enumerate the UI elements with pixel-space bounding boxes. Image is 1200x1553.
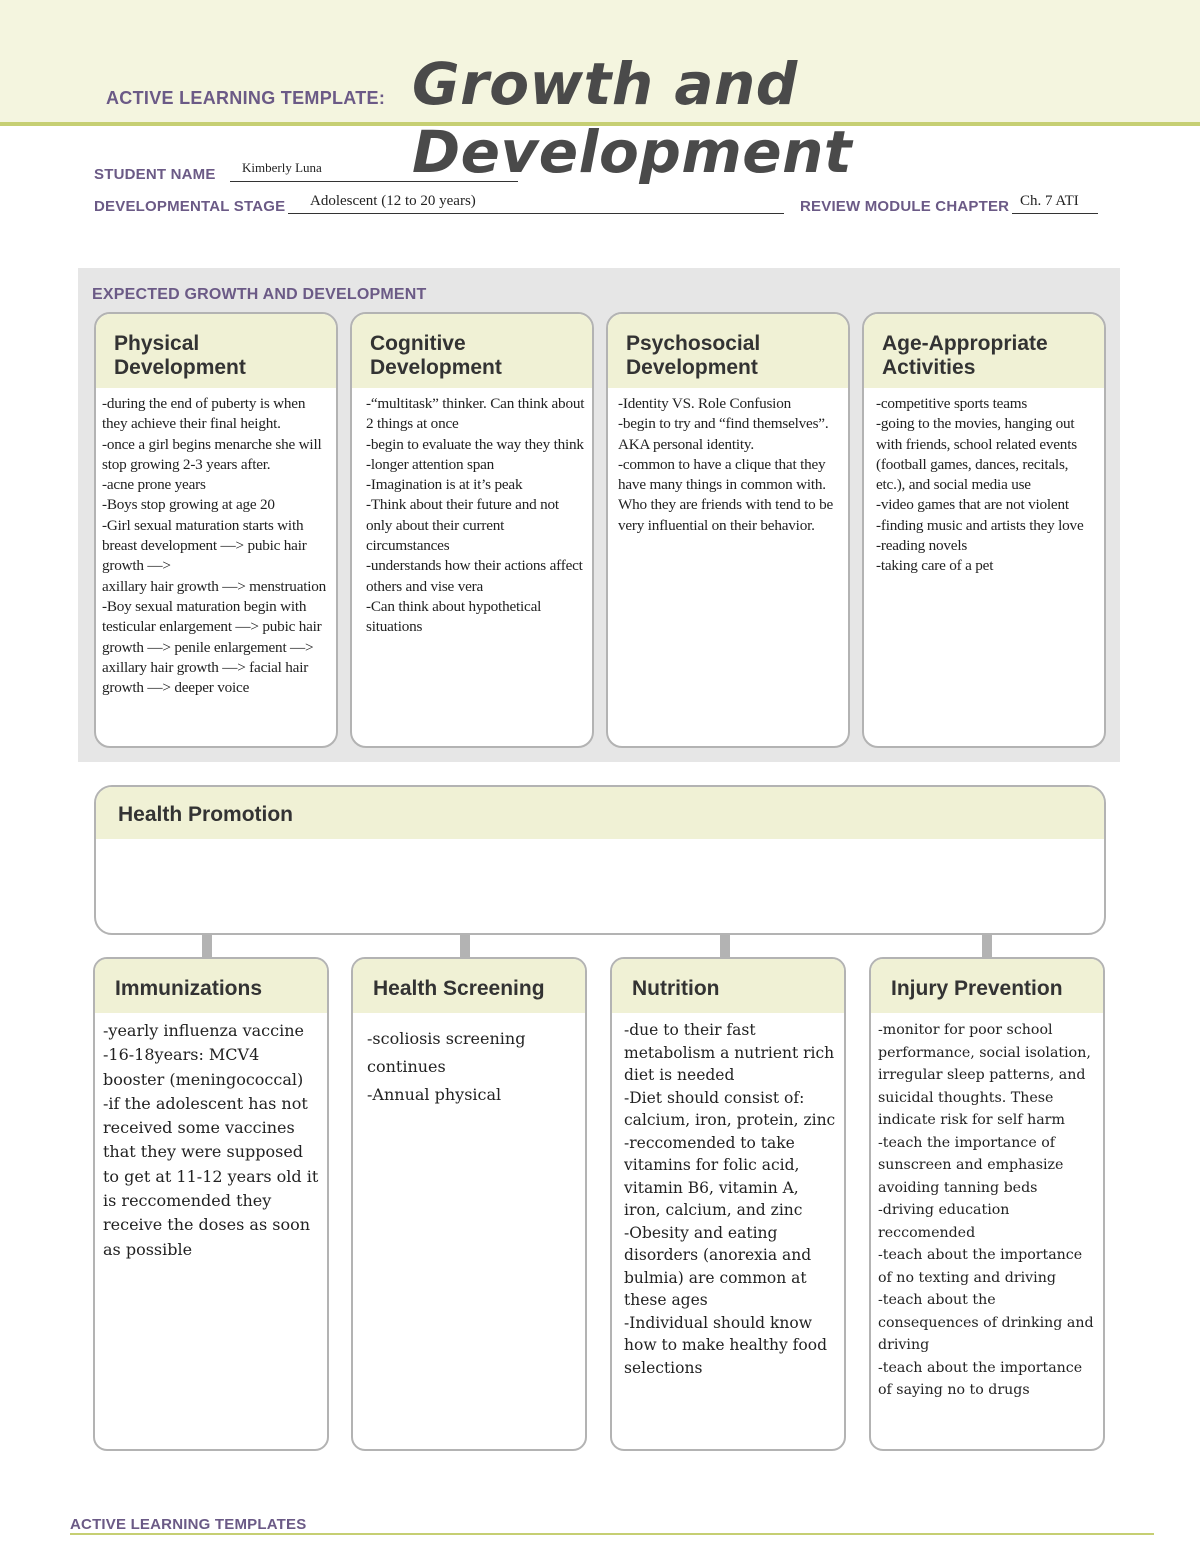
connector-line xyxy=(720,935,730,957)
box-text[interactable]: -due to their fast metabolism a nutrient rich diet is needed -Diet should consist of: calcium, iron, protein, zinc -reccomended to take vitamins for folic acid, vitamin B6, vitamin A, iron, calcium, and zinc -Obesity and eating disorders (anorexia and bulmia) are common at these ages -Individual should know how to make healthy food selections xyxy=(624,1021,836,1377)
box-text[interactable]: -competitive sports teams -going to the movies, hanging out with friends, school related events (football games, dances, recitals, etc.), and social media use -video games that are not violent -finding music and artists they love -reading novels -taking care of a pet xyxy=(876,395,1084,575)
developmental-stage-label: DEVELOPMENTAL STAGE xyxy=(94,198,286,215)
connector-line xyxy=(202,935,212,957)
health-screening-box xyxy=(351,957,587,1451)
box-text[interactable]: -scoliosis screening continues -Annual physical xyxy=(367,1029,526,1104)
cognitive-development-box xyxy=(350,312,594,748)
box-text[interactable]: -monitor for poor school performance, social isolation, irregular sleep patterns, and suicidal thoughts. These indicate risk for self harm -teach the importance of sunscreen and emphasize avoiding tanning beds -driving education reccomended -teach about the importance of no texting and driving -teach about the consequences of drinking and driving -teach about the importance of saying no to drugs xyxy=(878,1022,1094,1398)
box-title: Immunizations xyxy=(95,959,327,1013)
review-module-label: REVIEW MODULE CHAPTER xyxy=(800,198,1010,215)
health-promotion-box xyxy=(94,785,1106,935)
box-text[interactable]: -yearly influenza vaccine -16-18years: MCV4 booster (meningococcal) -if the adolescent has not received some vaccines that they were supposed to get at 11-12 years old it is reccomended they receive the doses as soon as possible xyxy=(103,1021,319,1259)
connector-line xyxy=(460,935,470,957)
box-title: Physical Development xyxy=(96,314,336,388)
box-title: Psychosocial Development xyxy=(608,314,848,388)
psychosocial-development-box xyxy=(606,312,850,748)
footer-label: ACTIVE LEARNING TEMPLATES xyxy=(70,1516,307,1533)
template-label: ACTIVE LEARNING TEMPLATE: xyxy=(106,88,386,108)
page-title: Growth and Development xyxy=(412,50,853,186)
age-appropriate-activities-box xyxy=(862,312,1106,748)
student-name-field[interactable]: Kimberly Luna xyxy=(230,160,518,182)
box-text[interactable]: -“multitask” thinker. Can think about 2 things at once -begin to evaluate the way they think -longer attention span -Imagination is at it’s peak -Think about their future and not only about their current circumstances -understands how their actions affect others and vise vera -Can think about hypothetical situations xyxy=(366,395,585,636)
expected-growth-title: EXPECTED GROWTH AND DEVELOPMENT xyxy=(92,286,427,303)
injury-prevention-box xyxy=(869,957,1105,1451)
box-title: Cognitive Development xyxy=(352,314,592,388)
box-title: Injury Prevention xyxy=(871,959,1103,1013)
connector-line xyxy=(982,935,992,957)
nutrition-box xyxy=(610,957,846,1451)
box-text[interactable]: -during the end of puberty is when they achieve their final height. -once a girl begins menarche she will stop growing 2-3 years after. -acne prone years -Boys stop growing at age 20 -Girl sexual maturation starts with breast development —> pubic hair growth —> axillary hair growth —> menstruation -Boy sexual maturation begin with testicular enlargement —> pubic hair growth —> penile enlargement —> axillary hair growth —> facial hair growth —> deeper voice xyxy=(102,395,327,697)
box-text[interactable]: -Identity VS. Role Confusion -begin to try and “find themselves”. AKA personal identity. -common to have a clique that they have many things in common with. Who they are friends with tend to be very influential on their behavior. xyxy=(618,395,834,534)
student-name-label: STUDENT NAME xyxy=(94,166,216,183)
box-title: Nutrition xyxy=(612,959,844,1013)
review-module-field[interactable]: Ch. 7 ATI xyxy=(1012,193,1098,214)
immunizations-box xyxy=(93,957,329,1451)
developmental-stage-field[interactable]: Adolescent (12 to 20 years) xyxy=(288,193,784,214)
box-title: Age-Appropriate Activities xyxy=(864,314,1104,388)
footer-rule xyxy=(70,1533,1154,1535)
health-promotion-title: Health Promotion xyxy=(96,787,1104,839)
physical-development-box xyxy=(94,312,338,748)
box-title: Health Screening xyxy=(353,959,585,1013)
